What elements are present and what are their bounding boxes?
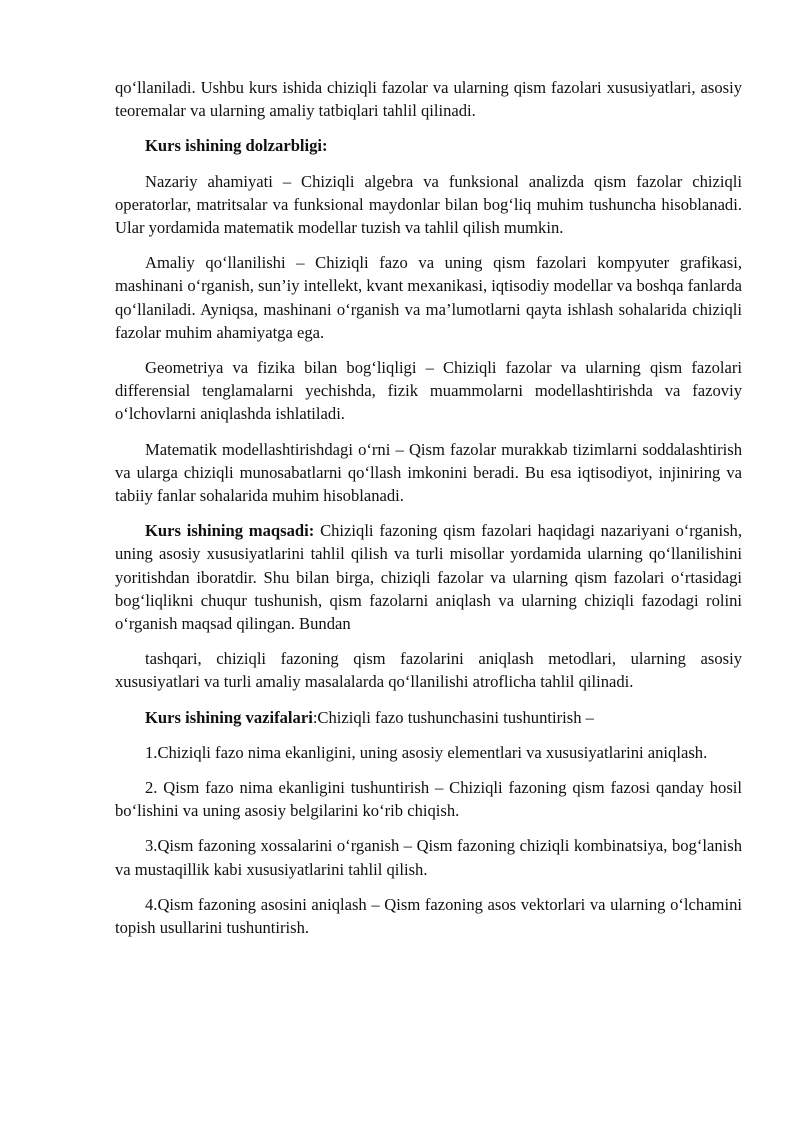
paragraph-continuation: qo‘llaniladi. Ushbu kurs ishida chiziqli fazolar va ularning qism fazolari xususiyatlari, asosiy teoremalar va ularning amaliy tatbiqlari tahlil qilinadi. (115, 78, 742, 121)
heading-dolzarbligi: Kurs ishining dolzarbligi: (145, 136, 328, 156)
paragraph-matematik: Matematik modellashtirishdagi o‘rni – Qism fazolar murakkab tizimlarni soddalashtirish va ularga chiziqli munosabatlarni qo‘llash imkonini beradi. Bu esa iqtisodiyot, injiniring va tabiiy fanlar sohalarida muhim hisoblanadi. (115, 439, 742, 506)
vazifa-label: Kurs ishining vazifalari (145, 707, 313, 727)
maqsad-label: Kurs ishining maqsadi: (145, 521, 315, 541)
list-item-2: 2. Qism fazo nima ekanligini tushuntirish – Chiziqli fazoning qism fazosi qanday hosil bo‘lishini va uning asosiy belgilarini ko‘rib chiqish. (115, 778, 742, 821)
paragraph-nazariy: Nazariy ahamiyati – Chiziqli algebra va funksional analizda qism fazolar chiziqli operatorlar, matritsalar va funksional maydonlar bilan bog‘liq muhim tushuncha hisoblanadi. Ular yordamida matematik modellar tuzish va tahlil qilish mumkin. (115, 171, 742, 238)
list-item-1: 1.Chiziqli fazo nima ekanligini, uning asosiy elementlari va xususiyatlarini aniqlash. (145, 742, 708, 762)
paragraph-vazifalari (115, 706, 742, 729)
list-item-3: 3.Qism fazoning xossalarini o‘rganish – Qism fazoning chiziqli kombinatsiya, bog‘lanish va mustaqillik kabi xususiyatlarini tahlil qilish. (115, 836, 742, 879)
maqsad-text: Chiziqli fazoning qism fazolari haqidagi nazariyani o‘rganish, uning asosiy xususiyatlarini tahlil qilish va turli misollar yordamida ularning qo‘llanilishini yoritishdan iboratdir. Shu bilan birga, chiziqli fazolar va ularning qism fazolari o‘rtasidagi bog‘liqlikni chuqur tushunish, qism fazolarni aniqlash va ularning chiziqli fazodagi rolini o‘rganish maqsad qilingan. Bundan (115, 521, 742, 634)
paragraph-amaliy: Amaliy qo‘llanilishi – Chiziqli fazo va uning qism fazolari kompyuter grafikasi, mashinani o‘rganish, sun’iy intellekt, kvant mexanikasi, iqtisodiy modellar va boshqa fanlarda qo‘llaniladi. Ayniqsa, mashinani o‘rganish va ma’lumotlarni qayta ishlash sohalarida chiziqli fazolar muhim ahamiyatga ega. (115, 253, 742, 342)
paragraph-geometriya: Geometriya va fizika bilan bog‘liqligi – Chiziqli fazolar va ularning qism fazolari differensial tenglamalarni yechishda, fizik muammolarni modellashtirishda va fazoviy o‘lchovlarni aniqlashda ishlatiladi. (115, 358, 742, 424)
list-item-4: 4.Qism fazoning asosini aniqlash – Qism fazoning asos vektorlari va ularning o‘lchamini topish usullarini tushuntirish. (115, 894, 742, 938)
paragraph-maqsad (115, 519, 742, 635)
vazifa-text: :Chiziqli fazo tushunchasini tushuntirish – (312, 707, 594, 727)
paragraph-tashqari: tashqari, chiziqli fazoning qism fazolarini aniqlash metodlari, ularning asosiy xususiyatlari va turli amaliy masalalarda qo‘llanilishi atroflicha tahlil qilinadi. (115, 649, 742, 692)
